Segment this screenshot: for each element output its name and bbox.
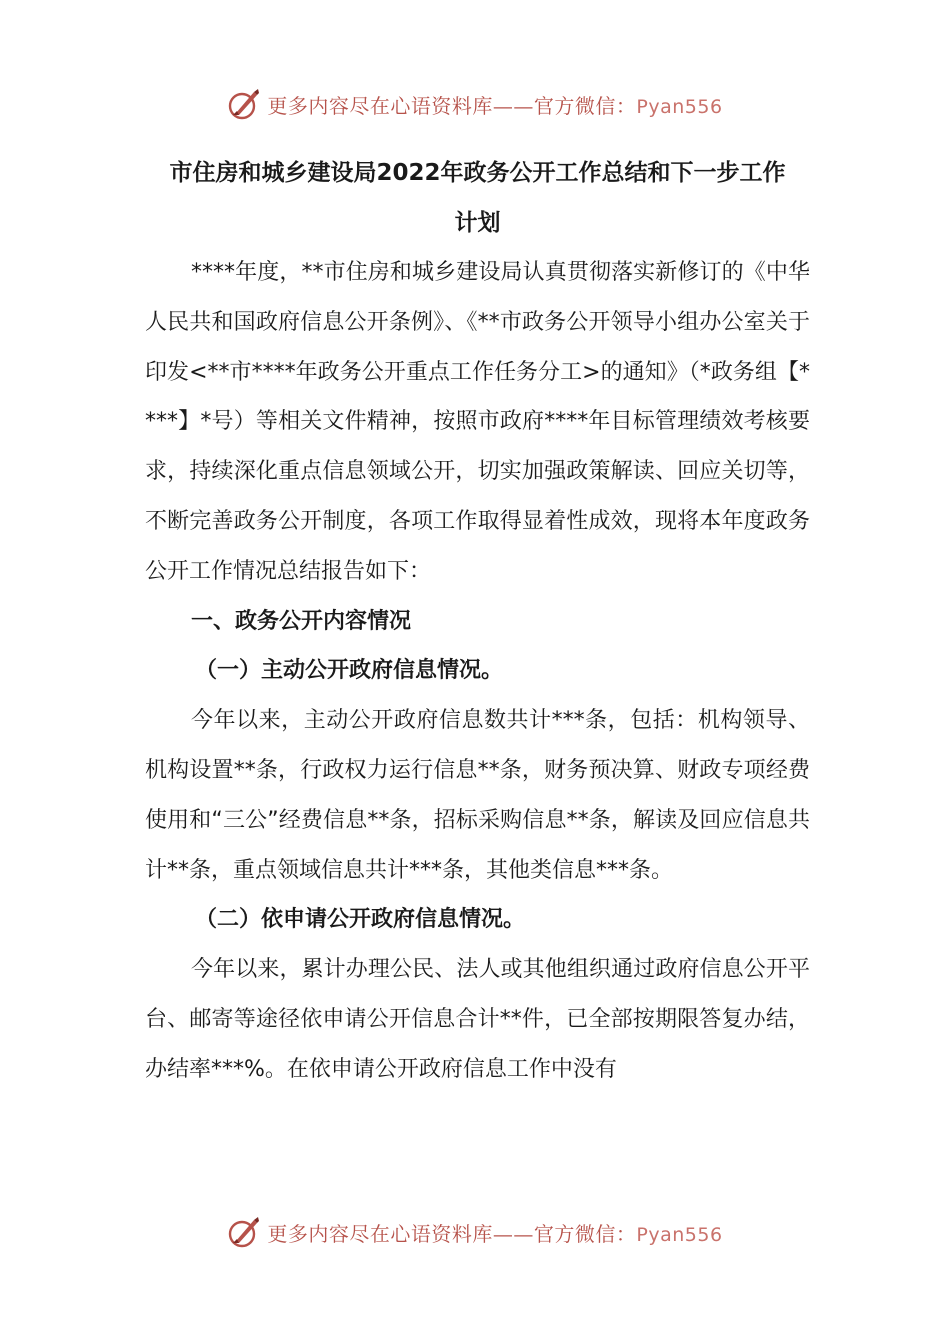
intro-paragraph: ****年度，**市住房和城乡建设局认真贯彻落实新修订的《中华人民共和国政府信息公开条例》、《**市政务公开领导小组办公室关于印发<**市****年政务公开重点工作任务分工>的通知》（*政务组【****】*号）等相关文件精神，按照市政府****年目标管理绩效考核要求，持续深化重点信息领域公开，切实加强政策解读、回应关切等，不断完善政务公开制度，各项工作取得显着性成效，现将本年度政务公开工作情况总结报告如下： bbox=[145, 260, 810, 584]
pen-quill-icon bbox=[227, 1215, 261, 1249]
pen-quill-icon bbox=[227, 87, 261, 121]
watermark-wechat-label: 官方微信： bbox=[533, 93, 637, 118]
watermark-slogan: 更多内容尽在心语资料库 bbox=[267, 93, 493, 118]
subsection2-paragraph: 今年以来，累计办理公民、法人或其他组织通过政府信息公开平台、邮寄等途径依申请公开信息合计**件，已全部按期限答复办结，办结率***%。在依申请公开政府信息工作中没有 bbox=[145, 957, 810, 1082]
document-body bbox=[145, 148, 810, 1095]
watermark-text bbox=[267, 90, 722, 119]
subsection1-paragraph: 今年以来，主动公开政府信息数共计***条，包括：机构领导、机构设置**条，行政权力运行信息**条，财务预决算、财政专项经费使用和“三公”经费信息**条，招标采购信息**条，解读及回应信息共计**条，重点领域信息共计***条，其他类信息***条。 bbox=[145, 708, 810, 883]
watermark-wechat-label: 官方微信： bbox=[533, 1221, 637, 1246]
watermark-wechat-id: Pyan556 bbox=[636, 95, 723, 118]
footer-watermark-banner bbox=[0, 1212, 950, 1252]
watermark-text bbox=[267, 1218, 722, 1247]
subsection2-heading: （二）依申请公开政府信息情况。 bbox=[195, 907, 526, 933]
section1-heading: 一、政务公开内容情况 bbox=[191, 608, 412, 634]
watermark-dash: —— bbox=[492, 1221, 534, 1246]
subsection1-heading: （一）主动公开政府信息情况。 bbox=[195, 658, 504, 684]
watermark-slogan: 更多内容尽在心语资料库 bbox=[267, 1221, 493, 1246]
watermark-dash: —— bbox=[492, 93, 534, 118]
header-watermark-banner bbox=[0, 84, 950, 124]
document-title-line1: 市住房和城乡建设局2022年政务公开工作总结和下一步工作 bbox=[169, 160, 786, 186]
watermark-wechat-id: Pyan556 bbox=[636, 1223, 723, 1246]
document-title-line2: 计划 bbox=[454, 210, 501, 236]
